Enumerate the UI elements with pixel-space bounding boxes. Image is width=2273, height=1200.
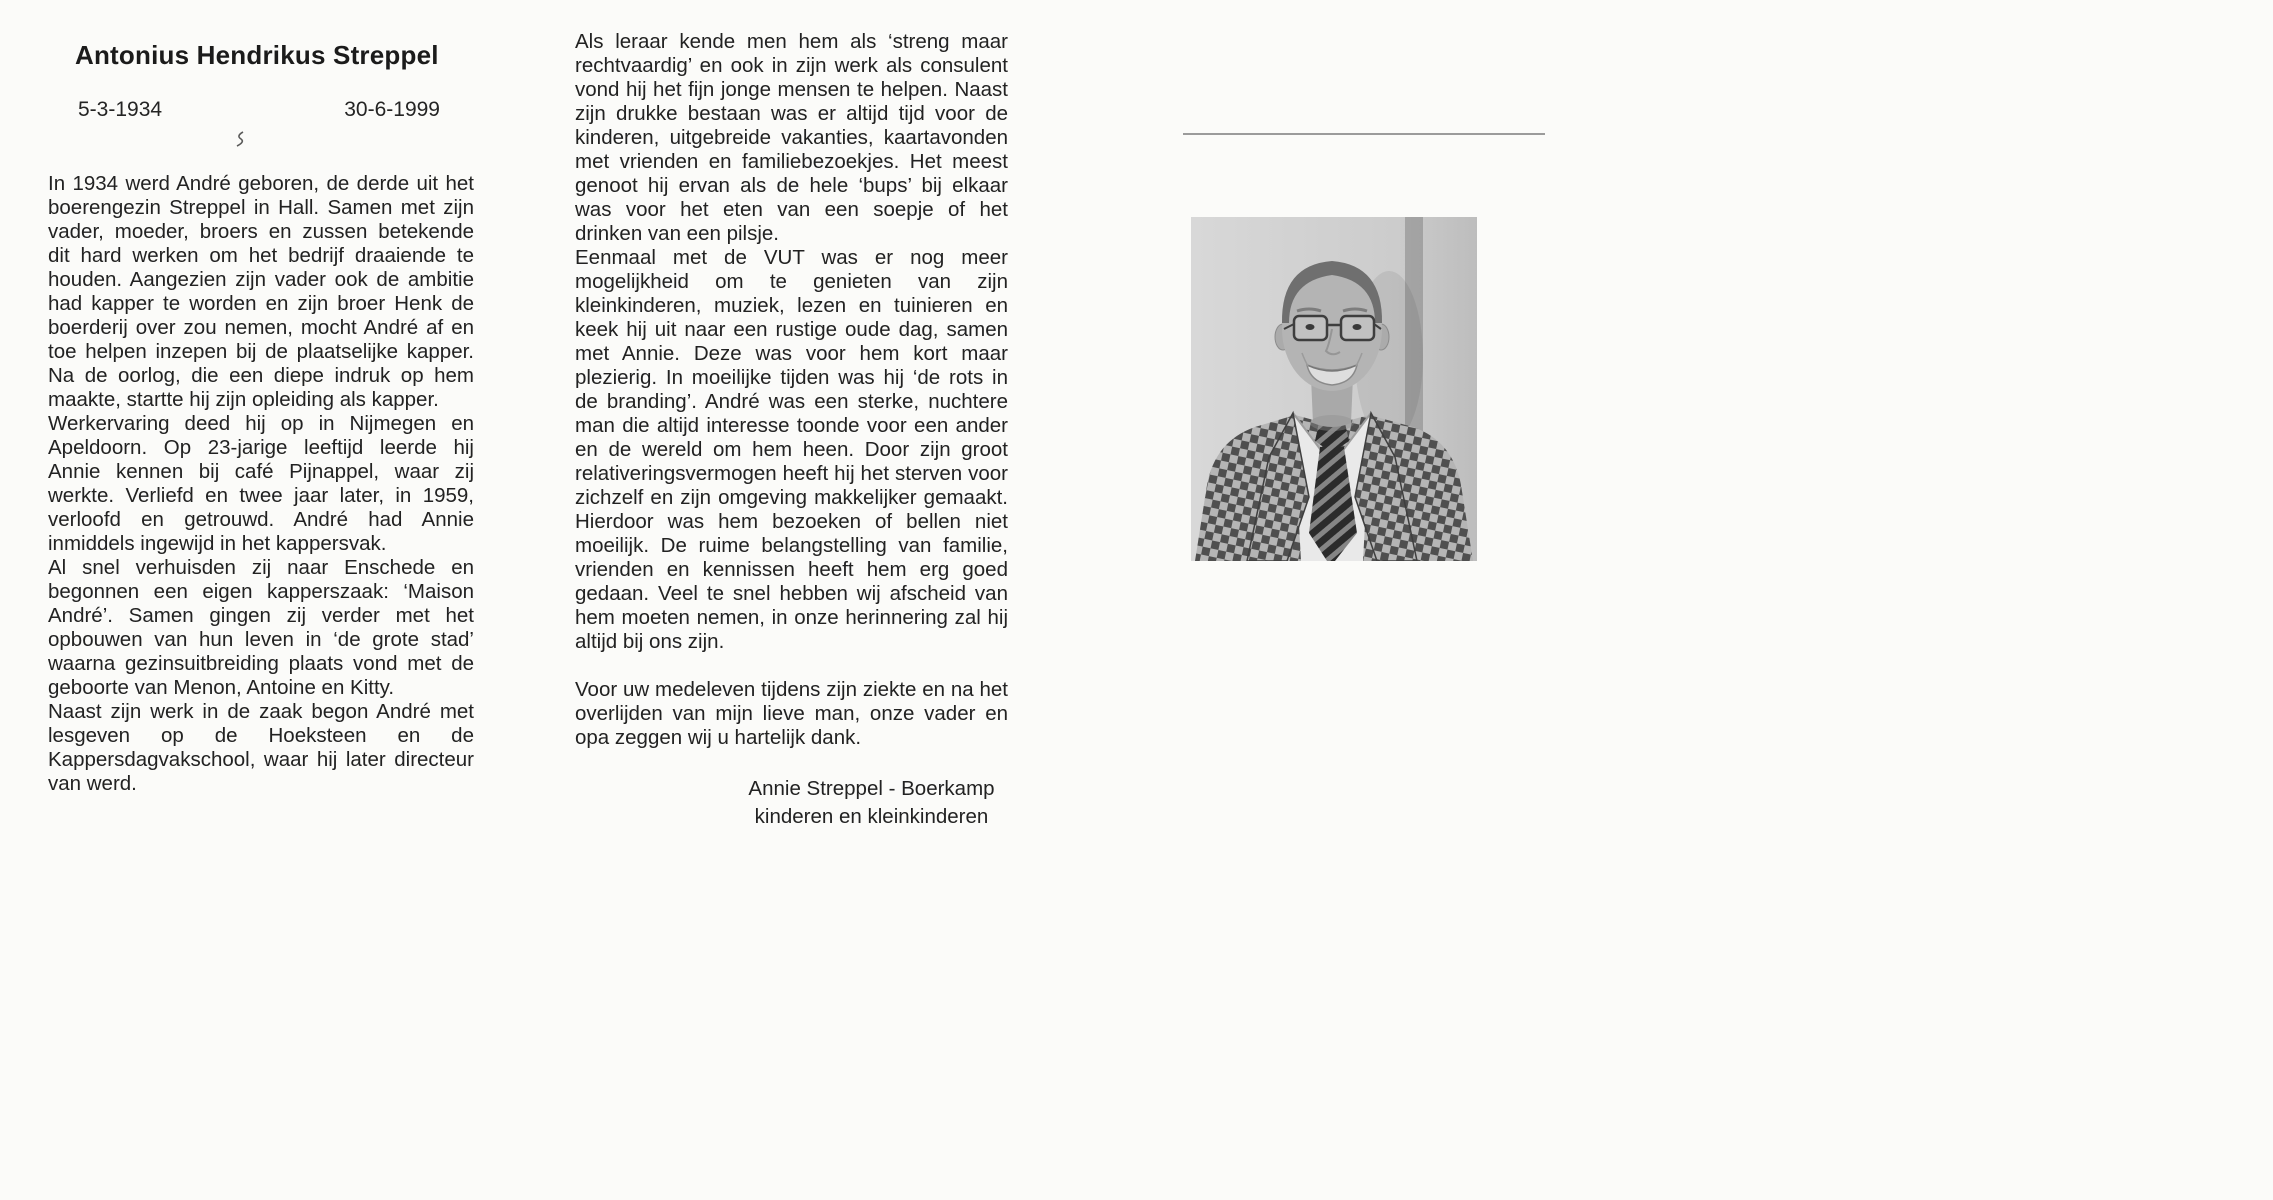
death-date: 30-6-1999: [344, 98, 440, 121]
biography-paragraph: Al snel verhuisden zij naar Enschede en begonnen een eigen kapperszaak: ‘Maison André’. Samen gingen zij verder met het opbouwen van hun leven in ‘de grote stad’ waarna gezinsuitbreiding plaats vond met de geboorte van Menon, Antoine en Kitty.: [48, 556, 474, 699]
signature-family: kinderen en kleinkinderen: [754, 805, 989, 828]
life-dates: [78, 98, 440, 122]
portrait-photo: [1191, 217, 1477, 561]
biography-paragraph: In 1934 werd André geboren, de derde uit het boerengezin Streppel in Hall. Samen met zijn vader, moeder, broers en zussen betekende dit hard werken om het bedrijf draaiende te houden. Aangezien zijn vader ook de ambitie had kapper te worden en zijn broer Henk de boerderij over zou nemen, mocht André af en toe helpen inzepen bij de plaatselijke kapper. Na de oorlog, die een diepe indruk op hem maakte, startte hij zijn opleiding als kapper.: [48, 172, 474, 411]
scan-artifact: [233, 130, 247, 153]
signature-block: [575, 775, 1008, 831]
deceased-name: Antonius Hendrikus Streppel: [75, 40, 439, 70]
birth-date: 5-3-1934: [78, 98, 163, 121]
portrait-photo-graphic: [1191, 217, 1477, 561]
horizontal-rule: [1183, 133, 1545, 135]
signature-name: Annie Streppel - Boerkamp: [748, 777, 995, 800]
biography-text: [48, 172, 474, 796]
biography-paragraph: Eenmaal met de VUT was er nog meer mogelijkheid om te genieten van zijn kleinkinderen, muziek, lezen en tuinieren en keek hij uit naar een rustige oude dag, samen met Annie. Deze was voor hem kort maar plezierig. In moeilijke tijden was hij ‘de rots in de branding’. André was een sterke, nuchtere man die altijd interesse toonde voor een ander en de wereld om hem heen. Door zijn groot relativeringsvermogen heeft hij het sterven voor zichzelf en zijn omgeving makkelijker gemaakt. Hierdoor was hem bezoeken of bellen niet moeilijk. De ruime belangstelling van familie, vrienden en kennissen heeft hem erg goed gedaan. Veel te snel hebben wij afscheid van hem moeten nemen, in onze herinnering zal hij altijd bij ons zijn.: [575, 246, 1008, 653]
middle-column: [575, 30, 1008, 831]
biography-paragraph: Naast zijn werk in de zaak begon André met lesgeven op de Hoeksteen en de Kappersdagvakschool, waar hij later directeur van werd.: [48, 700, 474, 795]
biography-paragraph: Als leraar kende men hem als ‘streng maar rechtvaardig’ en ook in zijn werk als consulent vond hij het fijn jonge mensen te helpen. Naast zijn drukke bestaan was er altijd tijd voor de kinderen, uitgebreide vakanties, kaartavonden met vrienden en familiebezoekjes. Het meest genoot hij ervan als de hele ‘bups’ bij elkaar was voor het eten van een soepje of het drinken van een pilsje.: [575, 30, 1008, 245]
biography-paragraph: Werkervaring deed hij op in Nijmegen en Apeldoorn. Op 23-jarige leeftijd leerde hij Annie kennen bij café Pijnappel, waar zij werkte. Verliefd en twee jaar later, in 1959, verloofd en getrouwd. André had Annie inmiddels ingewijd in het kappersvak.: [48, 412, 474, 555]
acknowledgment-paragraph: Voor uw medeleven tijdens zijn ziekte en na het overlijden van mijn lieve man, onze vader en opa zeggen wij u hartelijk dank.: [575, 678, 1008, 749]
left-column: [48, 40, 474, 796]
